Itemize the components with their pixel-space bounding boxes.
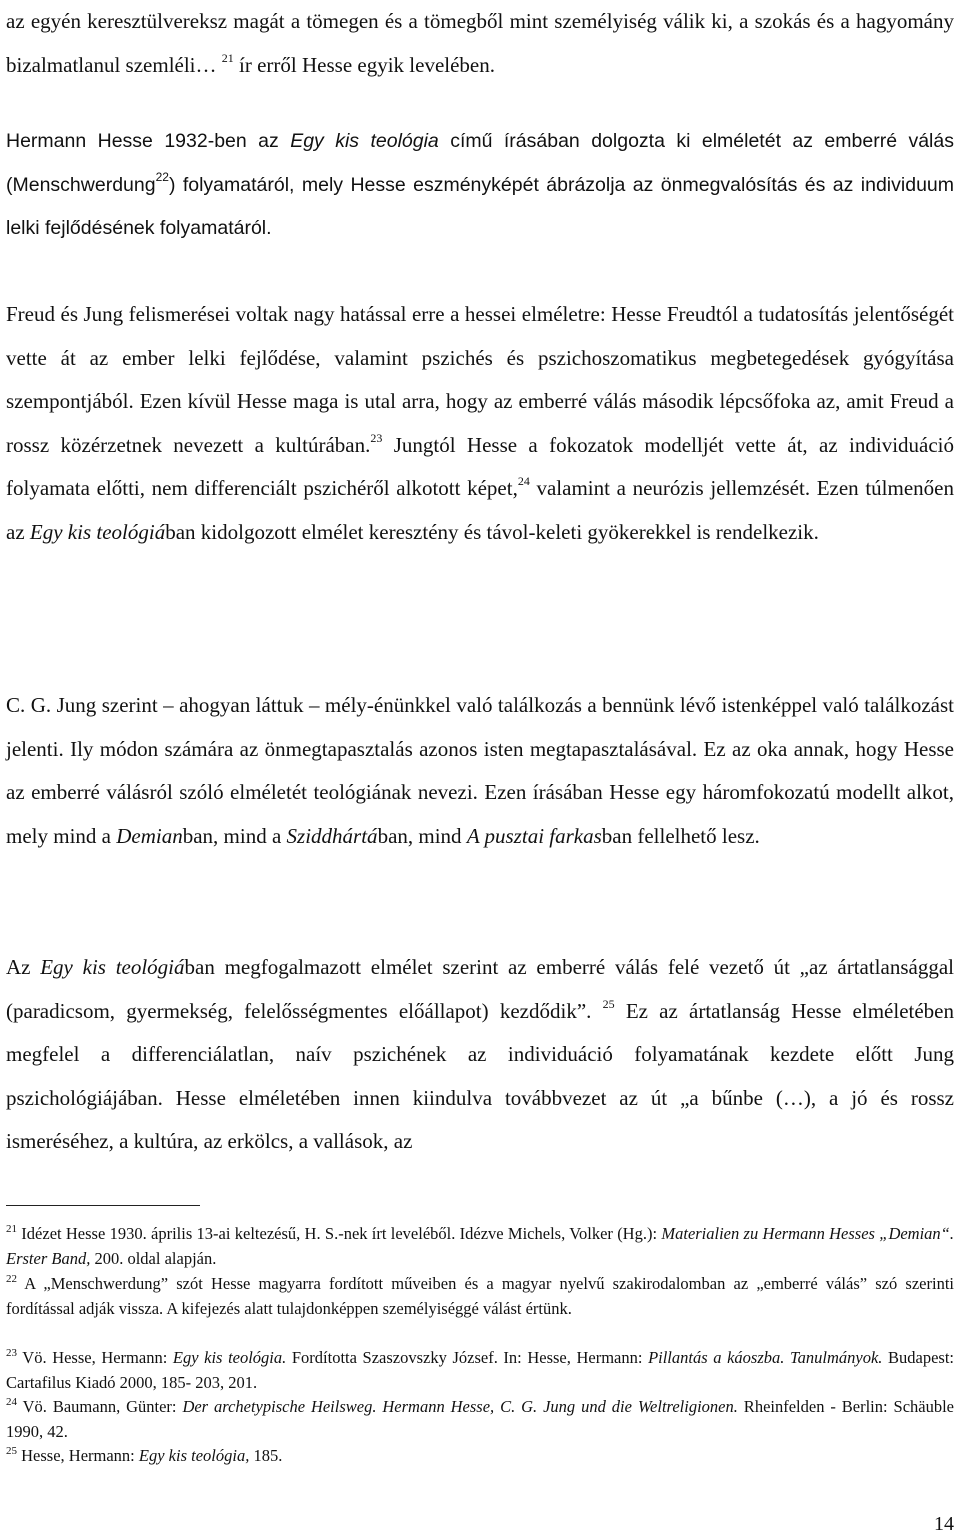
text: ) folyamatáról, mely Hesse eszményképét ábrázolja az önmegvalósítás és az individuum lelki fejlődésének folyamatáról. bbox=[6, 173, 954, 239]
footnote-ref-23: 23 bbox=[370, 430, 383, 445]
text: ír erről Hesse egyik levelében. bbox=[233, 52, 495, 77]
text: ban, mind a bbox=[182, 823, 287, 848]
text: 200. oldal alapján. bbox=[90, 1248, 217, 1268]
paragraph-1 bbox=[6, 120, 954, 251]
text: Freud és Jung felismerései voltak nagy hatással erre a hessei elméletre: Hesse Freudtól a tudatosítás jelentőségét vette át az ember lelki fejlődése, valamint pszichés és pszichoszomatikus megbetegedések gyógyítása szempontjából. Ezen kívül Hesse maga is utal arra, hogy az emberré válás második lépcsőfoka az, amit Freud a rossz közérzetnek nevezett a kultúrában. bbox=[6, 302, 954, 457]
text: 185. bbox=[249, 1446, 283, 1465]
text: Ez az ártatlanság Hesse elméletében megfelel a differenciálatlan, naív pszichének az individuáció folyamatának kezdete előtt Jung pszichológiájában. Hesse elméletében innen kiindulva továbbvezet az út „a bűnbe (…), a jó és rossz ismeréséhez, a kultúra, az erkölcs, a vallások, az bbox=[6, 998, 954, 1153]
work-title: Egy kis teológia bbox=[290, 130, 439, 152]
work-title: Egy kis teológiá bbox=[29, 519, 166, 544]
footnote-23 bbox=[6, 1346, 954, 1395]
text: Jungtól Hesse a fokozatok modelljét vette át, az individuáció folyamata előtti, nem differenciált pszichéről alkotott képet, bbox=[6, 432, 955, 500]
text: ban kidolgozott elmélet keresztény és távol-keleti gyökerekkel is rendelkezik. bbox=[165, 519, 819, 544]
footnote-ref-21: 21 bbox=[221, 50, 234, 65]
text: Fordította Szaszovszky József. In: Hesse, Hermann: bbox=[286, 1348, 649, 1367]
footnote-number: 22 bbox=[6, 1272, 17, 1285]
paragraph-2 bbox=[6, 293, 954, 554]
text: ban megfogalmazott elmélet szerint az emberré válás felé vezető út „az ártatlansággal (paradicsom, gyermekség, felelősségmentes előállapot) kezdődik”. bbox=[6, 955, 954, 1023]
text: Pillantás a káoszba. Tanulmányok. bbox=[648, 1348, 883, 1367]
text: című írásában dolgozta ki elméletét az emberré válás (Menschwerdung bbox=[6, 130, 954, 196]
text: Egy kis teológia. bbox=[172, 1348, 287, 1367]
text: C. G. Jung szerint – ahogyan láttuk – mély-énünkkel való találkozás a bennünk lévő istenképpel való találkozást jelenti. Ily módon számára az önmegtapasztalás azonos isten megtapasztalásával. Ez az oka annak, hogy Hesse az emberré válásról szóló elméletét teológiának nevezi. Ezen írásában Hesse egy háromfokozatú modellt alkot, mely mind a bbox=[6, 693, 954, 848]
work-title-demian: Demian bbox=[116, 823, 183, 848]
paragraph-0 bbox=[6, 0, 954, 87]
text: Vö. Baumann, Günter: bbox=[17, 1397, 183, 1416]
page-number: 14 bbox=[934, 1513, 954, 1535]
document-page bbox=[6, 0, 954, 1537]
work-title-sziddharta: Sziddhártá bbox=[286, 823, 378, 848]
text: az egyén keresztülvereksz magát a tömegen és a tömegből mint személyiség válik ki, a szokás és a hagyomány bizalmatlanul szemléli… bbox=[6, 9, 954, 77]
text: Egy kis teológia, bbox=[138, 1446, 250, 1465]
text: Az bbox=[6, 955, 41, 979]
footnote-number: 24 bbox=[6, 1395, 17, 1408]
work-title-pusztai-farkas: A pusztai farkas bbox=[466, 823, 602, 848]
text: ban fellelhető lesz. bbox=[601, 823, 760, 848]
footnote-ref-22: 22 bbox=[155, 170, 169, 184]
footnote-number: 23 bbox=[6, 1346, 17, 1359]
footnote-ref-25: 25 bbox=[602, 996, 615, 1011]
text: Budapest: Cartafilus Kiadó 2000, 185- 203, 201. bbox=[6, 1348, 955, 1392]
footnote-number: 25 bbox=[6, 1444, 17, 1457]
text: Hermann Hesse 1932-ben az bbox=[6, 130, 291, 152]
work-title: Egy kis teológiá bbox=[40, 955, 185, 979]
text: ban, mind bbox=[377, 823, 467, 848]
text: Idézet Hesse 1930. április 13-ai keltezésű, H. S.-nek írt leveléből. Idézve Michels, Volker (Hg.): bbox=[17, 1224, 662, 1243]
footnote-21 bbox=[6, 1222, 954, 1271]
footnote-22 bbox=[6, 1272, 954, 1321]
text: Rheinfelden - Berlin: Schäuble 1990, 42. bbox=[6, 1397, 954, 1441]
footnote-number: 21 bbox=[6, 1222, 17, 1235]
text: Hesse, Hermann: bbox=[17, 1446, 139, 1465]
paragraph-4 bbox=[6, 946, 954, 1164]
paragraph-3 bbox=[6, 684, 954, 858]
text: valamint a neurózis jellemzését. Ezen túlmenően az bbox=[6, 476, 954, 544]
footnote-ref-24: 24 bbox=[517, 474, 530, 488]
text: Vö. Hesse, Hermann: bbox=[17, 1348, 173, 1367]
text: Materialien zu Hermann Hesses „Demian“. Erster Band, bbox=[6, 1224, 954, 1268]
text: Der archetypische Heilsweg. Hermann Hesse, C. G. Jung und die Weltreligionen. bbox=[182, 1397, 738, 1416]
text: A „Menschwerdung” szót Hesse magyarra fordított műveiben és a magyar nyelvű szakirodalomban az „emberré válás” szó szerinti fordítással adják vissza. A kifejezés alatt tulajdonképpen személyiséggé válást értünk. bbox=[6, 1274, 954, 1318]
footnote-24 bbox=[6, 1395, 954, 1444]
footnote-25 bbox=[6, 1444, 954, 1469]
footnote-separator bbox=[6, 1205, 200, 1206]
